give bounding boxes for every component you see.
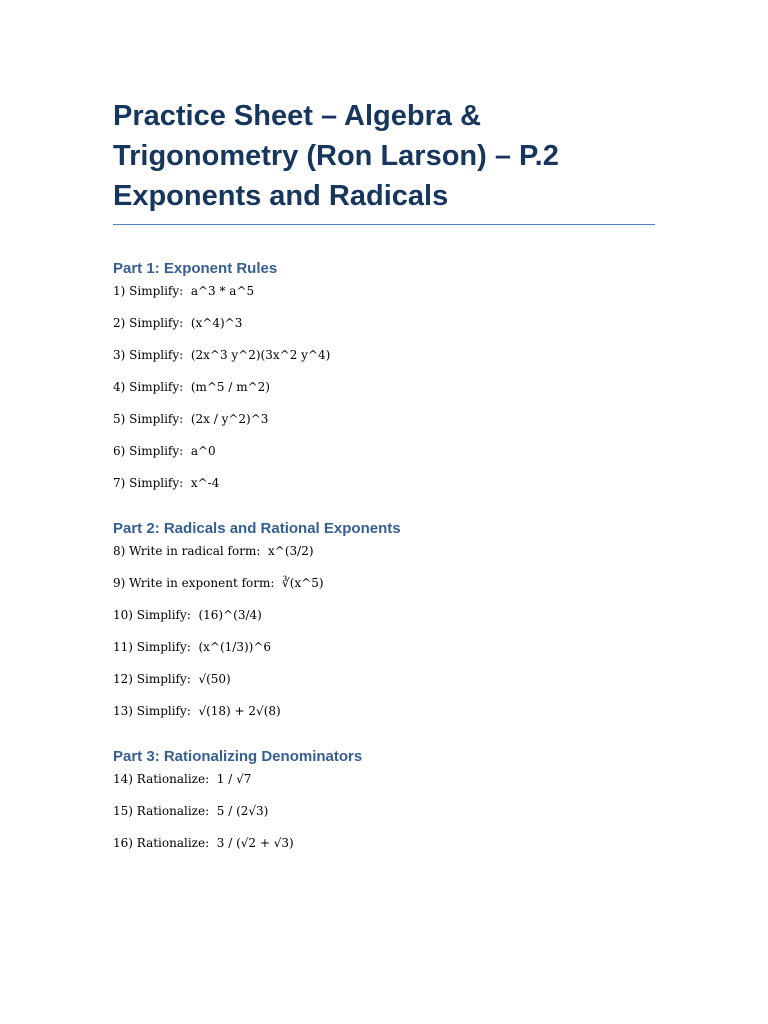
section-heading: Part 3: Rationalizing Denominators bbox=[113, 748, 363, 765]
page-title: Practice Sheet – Algebra & Trigonometry (Ron Larson) – P.2 Exponents and Radicals bbox=[113, 96, 655, 225]
question-item: 4) Simplify: (m^5 / m^2) bbox=[113, 380, 270, 394]
question-item: 2) Simplify: (x^4)^3 bbox=[113, 316, 243, 330]
question-item: 10) Simplify: (16)^(3/4) bbox=[113, 608, 262, 622]
question-item: 6) Simplify: a^0 bbox=[113, 444, 216, 458]
question-item: 1) Simplify: a^3 * a^5 bbox=[113, 284, 255, 298]
question-item: 8) Write in radical form: x^(3/2) bbox=[113, 544, 314, 558]
question-item: 14) Rationalize: 1 / √7 bbox=[113, 772, 252, 786]
question-item: 13) Simplify: √(18) + 2√(8) bbox=[113, 704, 281, 718]
section-radicals bbox=[113, 519, 655, 719]
question-item: 11) Simplify: (x^(1/3))^6 bbox=[113, 640, 272, 654]
question-item: 15) Rationalize: 5 / (2√3) bbox=[113, 804, 269, 818]
section-exponent-rules bbox=[113, 259, 655, 491]
section-rationalizing bbox=[113, 747, 655, 851]
question-item: 5) Simplify: (2x / y^2)^3 bbox=[113, 412, 269, 426]
question-item: 3) Simplify: (2x^3 y^2)(3x^2 y^4) bbox=[113, 348, 331, 362]
section-heading: Part 1: Exponent Rules bbox=[113, 260, 278, 277]
section-heading: Part 2: Radicals and Rational Exponents bbox=[113, 520, 401, 537]
question-item: 12) Simplify: √(50) bbox=[113, 672, 231, 686]
question-item: 7) Simplify: x^-4 bbox=[113, 476, 220, 490]
question-item: 9) Write in exponent form: ∛(x^5) bbox=[113, 576, 324, 590]
question-item: 16) Rationalize: 3 / (√2 + √3) bbox=[113, 836, 294, 850]
